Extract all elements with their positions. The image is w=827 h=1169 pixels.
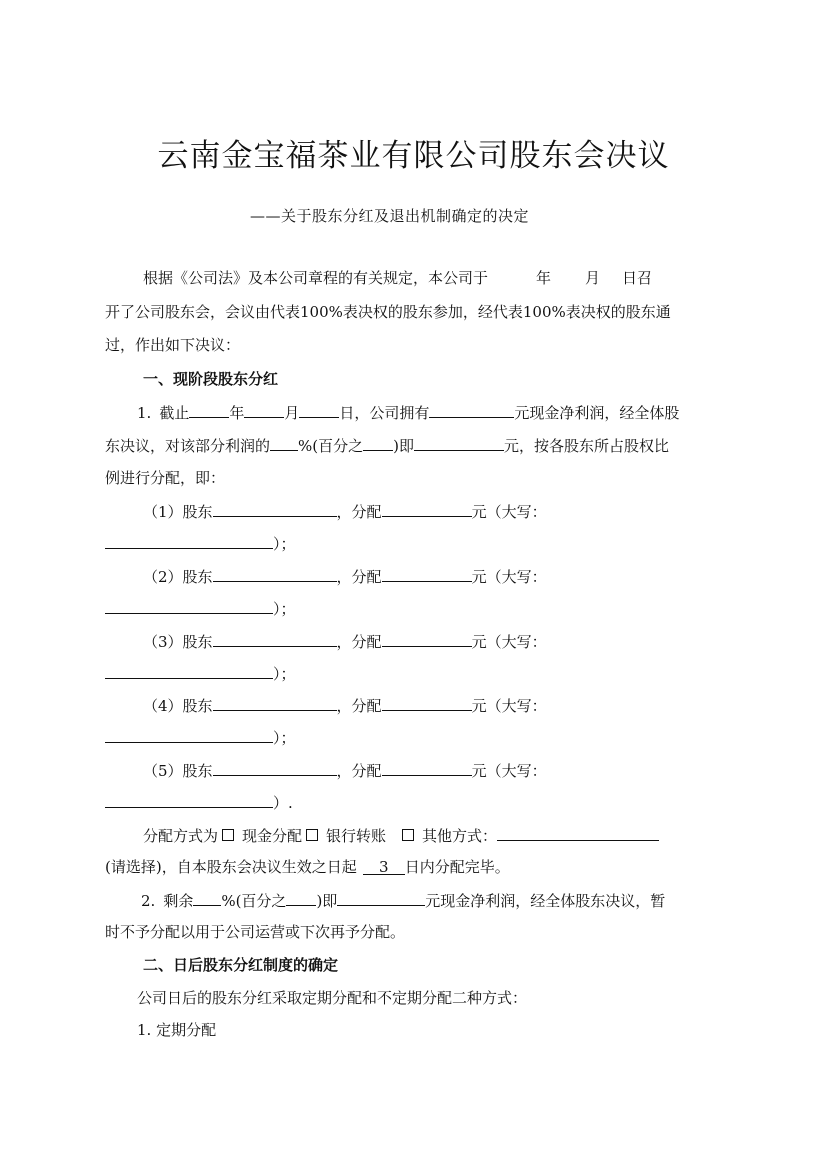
item-1-year: 年 [229,404,245,422]
item-2-percent: %(百分之 [221,892,287,910]
other-method-blank[interactable] [497,825,659,841]
document-subtitle: ——关于股东分红及退出机制确定的决定 [250,207,530,225]
shareholder-2-end: ）； [273,600,296,618]
section-2-item-1: 1. 定期分配 [137,1021,217,1039]
intro-line-2: 开了公司股东会，会议由代表100%表决权的股东参加，经代表100%表决权的股东通 [105,303,671,321]
method-line-2 [105,857,510,877]
bank-transfer-checkbox[interactable] [306,829,318,841]
shareholder-5-words-blank[interactable] [105,792,273,808]
shareholder-4-label: （4）股东 [143,697,213,715]
shareholder-5-alloc: ，分配 [336,762,382,780]
shareholder-4-words-blank[interactable] [105,727,273,743]
section-1-item-2-line-2: 时不予分配以用于公司运营或下次再予分配。 [105,923,406,941]
shareholder-1-amount-blank[interactable] [382,501,472,517]
shareholder-1-alloc: ，分配 [336,503,382,521]
net-profit-blank[interactable] [429,402,514,418]
shareholder-2-alloc: ，分配 [336,568,382,586]
item-2-number: 2. [141,892,156,910]
shareholder-5-end: ）. [273,794,293,812]
cash-option-label: 现金分配 [242,827,303,845]
shareholder-4-line [143,695,547,716]
method-line-1 [143,825,659,846]
shareholder-1-line-2 [105,533,296,554]
section-1-item-1-line-2 [105,435,669,456]
intro-year: 年 [536,269,552,287]
intro-day: 日召 [622,269,653,287]
shareholder-4-amount-blank[interactable] [382,695,472,711]
method-line-2-text: (请选择)，自本股东会决议生效之日起 [105,858,357,876]
shareholder-2-amount-blank[interactable] [382,566,472,582]
shareholder-1-unit: 元（大写： [471,503,547,521]
shareholder-2-label: （2）股东 [143,568,213,586]
shareholder-5-amount-blank[interactable] [382,760,472,776]
shareholder-5-line-2 [105,792,293,813]
shareholder-5-unit: 元（大写： [471,762,547,780]
shareholder-2-unit: 元（大写： [471,568,547,586]
shareholder-5-line [143,760,547,781]
item-1-line-2-tail: 元，按各股东所占股权比 [503,437,669,455]
section-1-heading: 一、现阶段股东分红 [143,370,279,388]
shareholder-1-name-blank[interactable] [213,501,337,517]
shareholder-5-label: （5）股东 [143,762,213,780]
section-1-item-1-line-3: 例进行分配，即： [105,469,226,487]
intro-month: 月 [585,269,601,287]
item-2-tail: 元现金净利润，经全体股东决议，暂 [425,892,666,910]
method-line-2-tail: 日内分配完毕。 [404,858,510,876]
shareholder-3-name-blank[interactable] [213,631,337,647]
intro-text: 根据《公司法》及本公司章程的有关规定，本公司于 [143,269,489,287]
item-2-percent-words-blank[interactable] [286,890,316,906]
other-method-option-label: 其他方式： [422,827,498,845]
other-method-checkbox[interactable] [402,829,414,841]
section-1-item-2-line-1 [141,890,665,911]
days-value[interactable]: 3 [363,857,405,875]
intro-line-1 [143,268,652,288]
shareholder-4-end: ）； [273,729,296,747]
shareholder-3-label: （3）股东 [143,633,213,651]
item-1-deadline: 截止 [159,404,190,422]
item-1-line-2-text: 东决议，对该部分利润的 [105,437,271,455]
shareholder-2-name-blank[interactable] [213,566,337,582]
bank-transfer-option-label: 银行转账 [326,827,387,845]
shareholder-4-name-blank[interactable] [213,695,337,711]
item-1-net-profit: 元现金净利润，经全体股 [514,404,680,422]
shareholder-1-line [143,501,547,522]
item-1-percent: %(百分之 [298,437,364,455]
shareholder-1-label: （1）股东 [143,503,213,521]
item-2-remain: 剩余 [163,892,194,910]
shareholder-3-line-2 [105,663,296,684]
shareholder-4-line-2 [105,727,296,748]
item-1-month: 月 [284,404,300,422]
month-blank[interactable] [244,402,284,418]
shareholder-3-alloc: ，分配 [336,633,382,651]
cash-checkbox[interactable] [222,829,234,841]
intro-line-3: 过，作出如下决议： [105,336,241,354]
day-blank[interactable] [299,402,339,418]
section-2-heading: 二、日后股东分红制度的确定 [143,956,339,974]
shareholder-4-unit: 元（大写： [471,697,547,715]
shareholder-1-end: ）； [273,535,296,553]
section-1-item-1-line-1 [137,402,679,423]
shareholder-2-words-blank[interactable] [105,598,273,614]
percent-blank[interactable] [270,435,298,451]
year-blank[interactable] [189,402,229,418]
item-2-amount-blank[interactable] [337,890,425,906]
item-1-number: 1. [137,404,152,422]
item-2-percent-blank[interactable] [193,890,221,906]
item-2-close: )即 [316,892,338,910]
shareholder-4-alloc: ，分配 [336,697,382,715]
document-title: 云南金宝福茶业有限公司股东会决议 [157,138,670,174]
shareholder-3-amount-blank[interactable] [382,631,472,647]
shareholder-2-line-2 [105,598,296,619]
percent-words-blank[interactable] [363,435,393,451]
shareholder-3-end: ）； [273,665,296,683]
shareholder-3-words-blank[interactable] [105,663,273,679]
item-1-day-company: 日，公司拥有 [339,404,430,422]
method-label: 分配方式为 [143,827,219,845]
amount-blank[interactable] [414,435,504,451]
section-2-paragraph: 公司日后的股东分红采取定期分配和不定期分配二种方式： [137,989,528,1007]
item-1-close: )即 [393,437,414,455]
shareholder-3-line [143,631,547,652]
shareholder-1-words-blank[interactable] [105,533,273,549]
shareholder-3-unit: 元（大写： [471,633,547,651]
shareholder-5-name-blank[interactable] [213,760,337,776]
shareholder-2-line [143,566,547,587]
